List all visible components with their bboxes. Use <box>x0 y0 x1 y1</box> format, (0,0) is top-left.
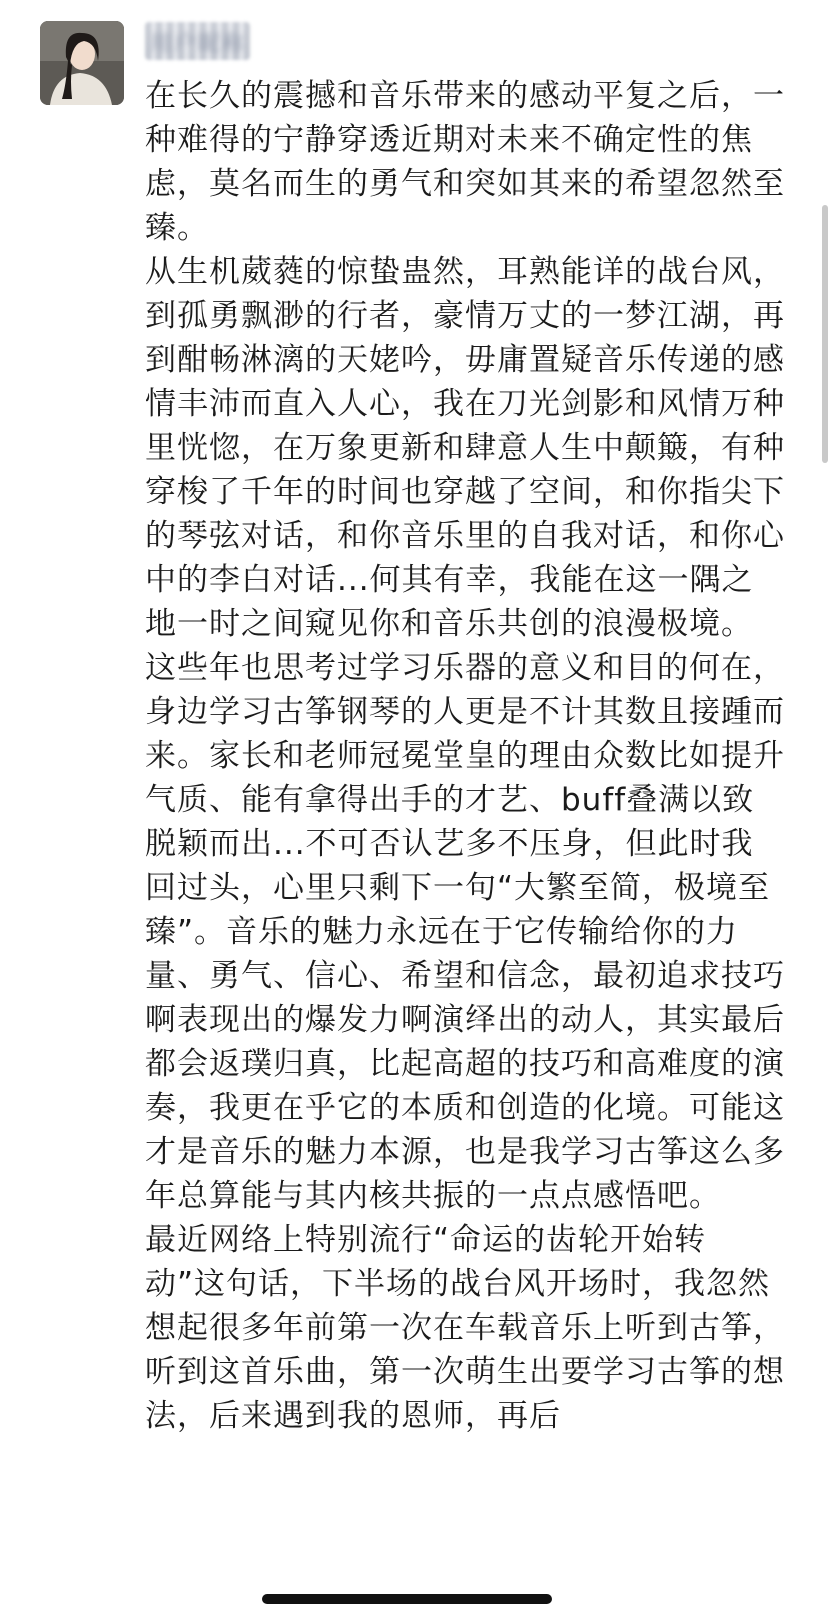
post-paragraph-2: 从生机葳蕤的惊蛰蛊然，耳熟能详的战台风，到孤勇飘渺的行者，豪情万丈的一梦江湖，再到酣畅淋漓的天姥吟，毋庸置疑音乐传递的感情丰沛而直入人心，我在刀光剑影和风情万种里恍惚，在万象更新和肆意人生中颠簸，有种穿梭了千年的时间也穿越了空间，和你指尖下的琴弦对话，和你音乐里的自我对话，和你心中的李白对话...何其有幸，我能在这一隅之地一时之间窥见你和音乐共创的浪漫极境。 <box>145 254 785 642</box>
avatar-photo-icon <box>40 21 124 105</box>
post-body <box>145 74 785 1438</box>
avatar[interactable] <box>40 21 124 105</box>
scrollbar[interactable] <box>822 205 828 463</box>
username: 用户昵称 <box>150 32 247 57</box>
post-paragraph-4: 最近网络上特别流行“命运的齿轮开始转动”这句话，下半场的战台风开场时，我忽然想起很多年前第一次在车载音乐上听到古筝，听到这首乐曲，第一次萌生出要学习古筝的想法，后来遇到我的恩师，再后 <box>145 1222 785 1434</box>
post-paragraph-1: 在长久的震撼和音乐带来的感动平复之后，一种难得的宁静穿透近期对未来不确定性的焦虑，莫名而生的勇气和突如其来的希望忽然至臻。 <box>145 78 785 246</box>
home-indicator[interactable] <box>262 1594 552 1604</box>
post-paragraph-3: 这些年也思考过学习乐器的意义和目的何在，身边学习古筝钢琴的人更是不计其数且接踵而来。家长和老师冠冕堂皇的理由众数比如提升气质、能有拿得出手的才艺、buff叠满以致脱颖而出...不可否认艺多不压身，但此时我回过头，心里只剩下一句“大繁至简，极境至臻”。音乐的魅力永远在于它传输给你的力量、勇气、信心、希望和信念，最初追求技巧啊表现出的爆发力啊演绎出的动人，其实最后都会返璞归真，比起高超的技巧和高难度的演奏，我更在乎它的本质和创造的化境。可能这才是音乐的魅力本源，也是我学习古筝这么多年总算能与其内核共振的一点点感悟吧。 <box>145 650 785 1214</box>
